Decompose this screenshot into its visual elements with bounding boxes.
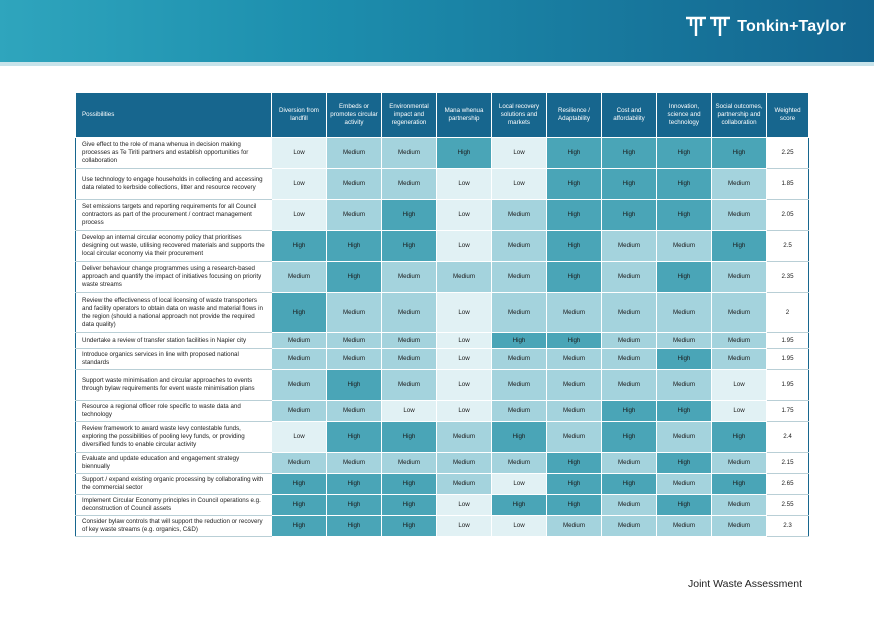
rating-cell: Medium — [657, 333, 712, 349]
rating-cell: High — [547, 138, 602, 169]
rating-cell: Medium — [602, 262, 657, 293]
rating-cell: Medium — [657, 516, 712, 537]
rating-cell: High — [712, 422, 767, 453]
rating-cell: High — [602, 474, 657, 495]
rating-cell: Medium — [712, 262, 767, 293]
possibility-cell: Develop an internal circular economy policy that prioritises designing out waste, utilising recovered materials and supports the local circular economy via their procurement — [76, 231, 272, 262]
column-header: Local recovery solutions and markets — [492, 93, 547, 138]
column-header: Resilience / Adaptability — [547, 93, 602, 138]
table-header-row — [76, 93, 809, 138]
rating-cell: High — [547, 231, 602, 262]
rating-cell: Medium — [657, 370, 712, 401]
assessment-table — [75, 92, 809, 537]
table-row — [76, 333, 809, 349]
rating-cell: High — [657, 401, 712, 422]
rating-cell: High — [657, 453, 712, 474]
possibility-cell: Support waste minimisation and circular approaches to events through bylaw requirements for event waste minimisation plans — [76, 370, 272, 401]
tt-logo-icon — [685, 16, 731, 38]
rating-cell: Medium — [492, 349, 547, 370]
possibility-cell: Support / expand existing organic processing by collaborating with the commercial sector — [76, 474, 272, 495]
table-row — [76, 231, 809, 262]
rating-cell: Medium — [657, 422, 712, 453]
rating-cell: Medium — [712, 495, 767, 516]
rating-cell: High — [272, 231, 327, 262]
weighted-score-cell: 1.85 — [767, 169, 809, 200]
rating-cell: Medium — [657, 293, 712, 333]
table-row — [76, 453, 809, 474]
weighted-score-cell: 2.65 — [767, 474, 809, 495]
rating-cell: High — [272, 495, 327, 516]
rating-cell: Medium — [272, 370, 327, 401]
table-row — [76, 169, 809, 200]
rating-cell: High — [602, 138, 657, 169]
weighted-score-cell: 2 — [767, 293, 809, 333]
possibility-cell: Review the effectiveness of local licensing of waste transporters and facility operators to obtain data on waste and material flows in the region (should a national approach not provide the required data quality) — [76, 293, 272, 333]
weighted-score-cell: 1.95 — [767, 333, 809, 349]
rating-cell: Medium — [327, 349, 382, 370]
rating-cell: Medium — [492, 370, 547, 401]
column-header: Cost and affordability — [602, 93, 657, 138]
rating-cell: Medium — [712, 169, 767, 200]
table-row — [76, 293, 809, 333]
rating-cell: High — [272, 516, 327, 537]
rating-cell: Low — [272, 138, 327, 169]
rating-cell: High — [547, 200, 602, 231]
rating-cell: Medium — [382, 370, 437, 401]
rating-cell: Medium — [272, 262, 327, 293]
rating-cell: Medium — [602, 349, 657, 370]
column-header: Innovation, science and technology — [657, 93, 712, 138]
rating-cell: Medium — [272, 401, 327, 422]
rating-cell: Low — [272, 169, 327, 200]
rating-cell: Low — [437, 333, 492, 349]
rating-cell: High — [492, 333, 547, 349]
rating-cell: Medium — [657, 474, 712, 495]
rating-cell: Medium — [437, 262, 492, 293]
rating-cell: Medium — [602, 333, 657, 349]
rating-cell: High — [492, 495, 547, 516]
rating-cell: High — [327, 370, 382, 401]
rating-cell: Medium — [327, 453, 382, 474]
rating-cell: Medium — [327, 169, 382, 200]
rating-cell: High — [602, 200, 657, 231]
rating-cell: Medium — [327, 138, 382, 169]
rating-cell: Low — [437, 231, 492, 262]
table-row — [76, 495, 809, 516]
rating-cell: High — [272, 474, 327, 495]
rating-cell: Medium — [712, 516, 767, 537]
rating-cell: High — [602, 401, 657, 422]
rating-cell: Medium — [382, 138, 437, 169]
rating-cell: Medium — [602, 495, 657, 516]
rating-cell: Low — [437, 200, 492, 231]
rating-cell: Low — [492, 169, 547, 200]
rating-cell: Medium — [492, 453, 547, 474]
rating-cell: Medium — [492, 262, 547, 293]
rating-cell: High — [327, 495, 382, 516]
possibility-cell: Resource a regional officer role specific to waste data and technology — [76, 401, 272, 422]
rating-cell: Low — [272, 200, 327, 231]
rating-cell: High — [547, 474, 602, 495]
table-row — [76, 516, 809, 537]
rating-cell: High — [272, 293, 327, 333]
possibility-cell: Review framework to award waste levy contestable funds, exploring the possibilities of pooling levy funds, or providing diversified funds to enable circular activity — [76, 422, 272, 453]
rating-cell: Low — [382, 401, 437, 422]
possibility-cell: Set emissions targets and reporting requirements for all Council contractors as part of the procurement / contract management process — [76, 200, 272, 231]
table-row — [76, 422, 809, 453]
rating-cell: High — [382, 474, 437, 495]
table-row — [76, 138, 809, 169]
rating-cell: High — [712, 231, 767, 262]
table-body — [76, 138, 809, 537]
table-row — [76, 401, 809, 422]
rating-cell: High — [657, 169, 712, 200]
rating-cell: Low — [492, 138, 547, 169]
possibility-cell: Give effect to the role of mana whenua in decision making processes as Te Tiriti partners and establish opportunities for collaboration — [76, 138, 272, 169]
rating-cell: Medium — [327, 200, 382, 231]
possibility-cell: Consider bylaw controls that will support the reduction or recovery of key waste streams (e.g. organics, C&D) — [76, 516, 272, 537]
rating-cell: Medium — [272, 349, 327, 370]
column-header: Embeds or promotes circular activity — [327, 93, 382, 138]
rating-cell: High — [547, 169, 602, 200]
rating-cell: Low — [437, 349, 492, 370]
rating-cell: Low — [437, 293, 492, 333]
column-header: Weighted score — [767, 93, 809, 138]
rating-cell: Medium — [547, 516, 602, 537]
rating-cell: Low — [437, 495, 492, 516]
rating-cell: High — [327, 422, 382, 453]
rating-cell: Medium — [492, 231, 547, 262]
possibility-cell: Evaluate and update education and engagement strategy biennually — [76, 453, 272, 474]
rating-cell: Medium — [602, 370, 657, 401]
rating-cell: Medium — [327, 293, 382, 333]
rating-cell: Low — [712, 370, 767, 401]
rating-cell: High — [712, 138, 767, 169]
weighted-score-cell: 1.75 — [767, 401, 809, 422]
rating-cell: Medium — [547, 401, 602, 422]
possibility-cell: Undertake a review of transfer station facilities in Napier city — [76, 333, 272, 349]
weighted-score-cell: 1.95 — [767, 370, 809, 401]
column-header: Social outcomes, partnership and collaboration — [712, 93, 767, 138]
rating-cell: Medium — [492, 200, 547, 231]
rating-cell: High — [657, 262, 712, 293]
column-header: Diversion from landfill — [272, 93, 327, 138]
rating-cell: High — [382, 495, 437, 516]
rating-cell: Medium — [382, 262, 437, 293]
rating-cell: Medium — [547, 422, 602, 453]
possibility-cell: Deliver behaviour change programmes using a research-based approach and quantify the impact of initiatives focusing on priority waste streams — [76, 262, 272, 293]
brand-logo — [685, 15, 846, 39]
rating-cell: High — [327, 262, 382, 293]
weighted-score-cell: 2.4 — [767, 422, 809, 453]
rating-cell: High — [657, 495, 712, 516]
rating-cell: Medium — [492, 401, 547, 422]
rating-cell: Low — [437, 401, 492, 422]
rating-cell: Low — [437, 169, 492, 200]
rating-cell: High — [327, 231, 382, 262]
banner-stripe — [0, 62, 874, 66]
rating-cell: High — [712, 474, 767, 495]
rating-cell: Medium — [272, 333, 327, 349]
rating-cell: High — [602, 169, 657, 200]
rating-cell: Medium — [712, 200, 767, 231]
footer-document-title: Joint Waste Assessment — [688, 578, 802, 590]
rating-cell: Medium — [547, 349, 602, 370]
rating-cell: High — [437, 138, 492, 169]
table-row — [76, 474, 809, 495]
rating-cell: High — [382, 200, 437, 231]
weighted-score-cell: 2.55 — [767, 495, 809, 516]
rating-cell: High — [382, 422, 437, 453]
rating-cell: Medium — [382, 293, 437, 333]
weighted-score-cell: 2.3 — [767, 516, 809, 537]
rating-cell: Low — [712, 401, 767, 422]
rating-cell: Medium — [547, 293, 602, 333]
rating-cell: High — [547, 495, 602, 516]
rating-cell: High — [327, 474, 382, 495]
column-header: Environmental impact and regeneration — [382, 93, 437, 138]
rating-cell: Medium — [492, 293, 547, 333]
rating-cell: High — [327, 516, 382, 537]
rating-cell: Low — [437, 370, 492, 401]
rating-cell: High — [657, 349, 712, 370]
rating-cell: Medium — [437, 453, 492, 474]
rating-cell: Medium — [382, 169, 437, 200]
rating-cell: High — [492, 422, 547, 453]
table-row — [76, 370, 809, 401]
rating-cell: Medium — [382, 453, 437, 474]
weighted-score-cell: 2.5 — [767, 231, 809, 262]
table-row — [76, 200, 809, 231]
rating-cell: Low — [437, 516, 492, 537]
rating-cell: Medium — [712, 293, 767, 333]
possibility-cell: Use technology to engage households in collecting and accessing data related to kerbside collections, litter and resource recovery — [76, 169, 272, 200]
rating-cell: High — [547, 453, 602, 474]
rating-cell: Medium — [272, 453, 327, 474]
rating-cell: Medium — [602, 453, 657, 474]
table-row — [76, 262, 809, 293]
rating-cell: Medium — [327, 401, 382, 422]
weighted-score-cell: 2.35 — [767, 262, 809, 293]
header-banner — [0, 0, 874, 62]
weighted-score-cell: 1.95 — [767, 349, 809, 370]
rating-cell: High — [657, 200, 712, 231]
column-header: Mana whenua partnership — [437, 93, 492, 138]
weighted-score-cell: 2.05 — [767, 200, 809, 231]
rating-cell: High — [547, 333, 602, 349]
rating-cell: High — [547, 262, 602, 293]
rating-cell: Low — [492, 474, 547, 495]
rating-cell: High — [382, 516, 437, 537]
possibility-cell: Implement Circular Economy principles in Council operations e.g. deconstruction of Council assets — [76, 495, 272, 516]
rating-cell: Medium — [657, 231, 712, 262]
rating-cell: High — [602, 422, 657, 453]
possibility-cell: Introduce organics services in line with proposed national standards — [76, 349, 272, 370]
rating-cell: Medium — [382, 333, 437, 349]
rating-cell: Low — [272, 422, 327, 453]
rating-cell: Medium — [327, 333, 382, 349]
rating-cell: Medium — [712, 453, 767, 474]
rating-cell: Medium — [712, 333, 767, 349]
weighted-score-cell: 2.25 — [767, 138, 809, 169]
rating-cell: Low — [492, 516, 547, 537]
rating-cell: Medium — [602, 516, 657, 537]
rating-cell: Medium — [437, 422, 492, 453]
rating-cell: High — [382, 231, 437, 262]
rating-cell: High — [657, 138, 712, 169]
rating-cell: Medium — [547, 370, 602, 401]
weighted-score-cell: 2.15 — [767, 453, 809, 474]
rating-cell: Medium — [437, 474, 492, 495]
column-header-possibilities: Possibilities — [76, 93, 272, 138]
rating-cell: Medium — [602, 231, 657, 262]
rating-cell: Medium — [712, 349, 767, 370]
rating-cell: Medium — [602, 293, 657, 333]
table-row — [76, 349, 809, 370]
rating-cell: Medium — [382, 349, 437, 370]
brand-name: Tonkin+Taylor — [737, 18, 846, 35]
